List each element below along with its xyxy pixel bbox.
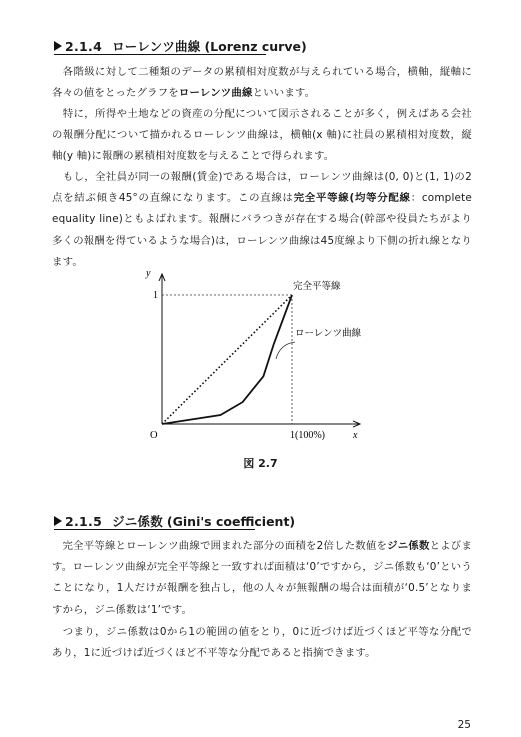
heading-underline — [54, 529, 255, 530]
term-equality-line: 完全平等線(均等分配線 — [293, 192, 411, 205]
section-number: 2.1.4 — [65, 39, 103, 54]
paragraph-equality-line — [52, 167, 472, 273]
paragraph-gini-definition — [52, 536, 472, 621]
paragraph-lorenz-definition — [52, 62, 472, 104]
text-run: ：complete equality line)ともよばれます。報酬にバラつきが存在する場合(幹部や役員たちがより多くの報酬を得ているような場合)は，ローレンツ曲線は45度線より下側の折れ線となります。 — [52, 192, 473, 268]
term-lorenz-curve: ローレンツ曲線 — [178, 87, 253, 100]
page-number: 25 — [457, 719, 471, 731]
x-tick-label: 1(100%) — [290, 430, 325, 441]
triangle-marker-icon — [54, 41, 62, 51]
equality-line — [162, 295, 292, 424]
paragraph-gini-range — [52, 622, 472, 664]
text-run: 各階級に対して二種類のデータの累積相対度数が与えられている場合，横軸，縦軸に各々の値をとったグラフを — [52, 66, 472, 100]
section-title-english: (Lorenz curve) — [204, 39, 307, 54]
text-run: 完全平等線とローレンツ曲線で囲まれた部分の面積を2倍した数値を — [62, 540, 388, 552]
text-run: といいます。 — [252, 87, 316, 100]
text-run: もし，全社員が同一の報酬(賃金)である場合は，ローレンツ曲線は(0, 0)と(1, 1)の2点を結ぶ傾き45°の直線になります。この直線は — [52, 171, 472, 205]
text-run: 特に，所得や土地などの資産の分配について図示されることが多く，例えばある会社の報酬分配について描かれるローレンツ曲線は，横軸(x 軸)に社員の累積相対度数，縦軸(y 軸)に報酬の累積相対度数を与えることで得られます。 — [52, 108, 472, 163]
section-title: ローレンツ曲線 — [112, 39, 201, 54]
lorenz-curve-label: ローレンツ曲線 — [295, 328, 362, 339]
figure-caption: 図 2.7 — [243, 457, 278, 470]
x-axis-label: x — [353, 430, 358, 441]
section-heading-2-1-4 — [54, 37, 307, 55]
section-title: ジニ係数 — [112, 514, 163, 529]
term-gini-coefficient: ジニ係数 — [387, 540, 430, 552]
lorenz-curve-figure — [140, 264, 370, 446]
text-run: とよびます。ローレンツ曲線が完全平等線と一致すれば面積は‘0’ですから，ジニ係数も‘0’ということになり，1人だけが報酬を独占し，他の人々が無報酬の場合は面積が‘0.5’となりますから，ジニ係数は‘1’です。 — [52, 540, 472, 616]
heading-underline — [54, 54, 266, 55]
section-title-english: (Gini's coefficient) — [166, 514, 296, 529]
origin-label: O — [150, 430, 158, 441]
paragraph-lorenz-usage — [52, 104, 472, 168]
equality-line-label: 完全平等線 — [293, 281, 341, 292]
triangle-marker-icon — [54, 516, 62, 526]
text-run: つまり，ジニ係数は0から1の範囲の値をとり，0に近づけば近づくほど平等な分配であり，1に近づけば近づくほど不平等な分配であると指摘できます。 — [52, 626, 472, 660]
section-number: 2.1.5 — [65, 514, 103, 529]
section-heading-2-1-5 — [54, 512, 295, 530]
y-axis-label: y — [146, 268, 151, 279]
y-tick-label: 1 — [153, 290, 158, 301]
